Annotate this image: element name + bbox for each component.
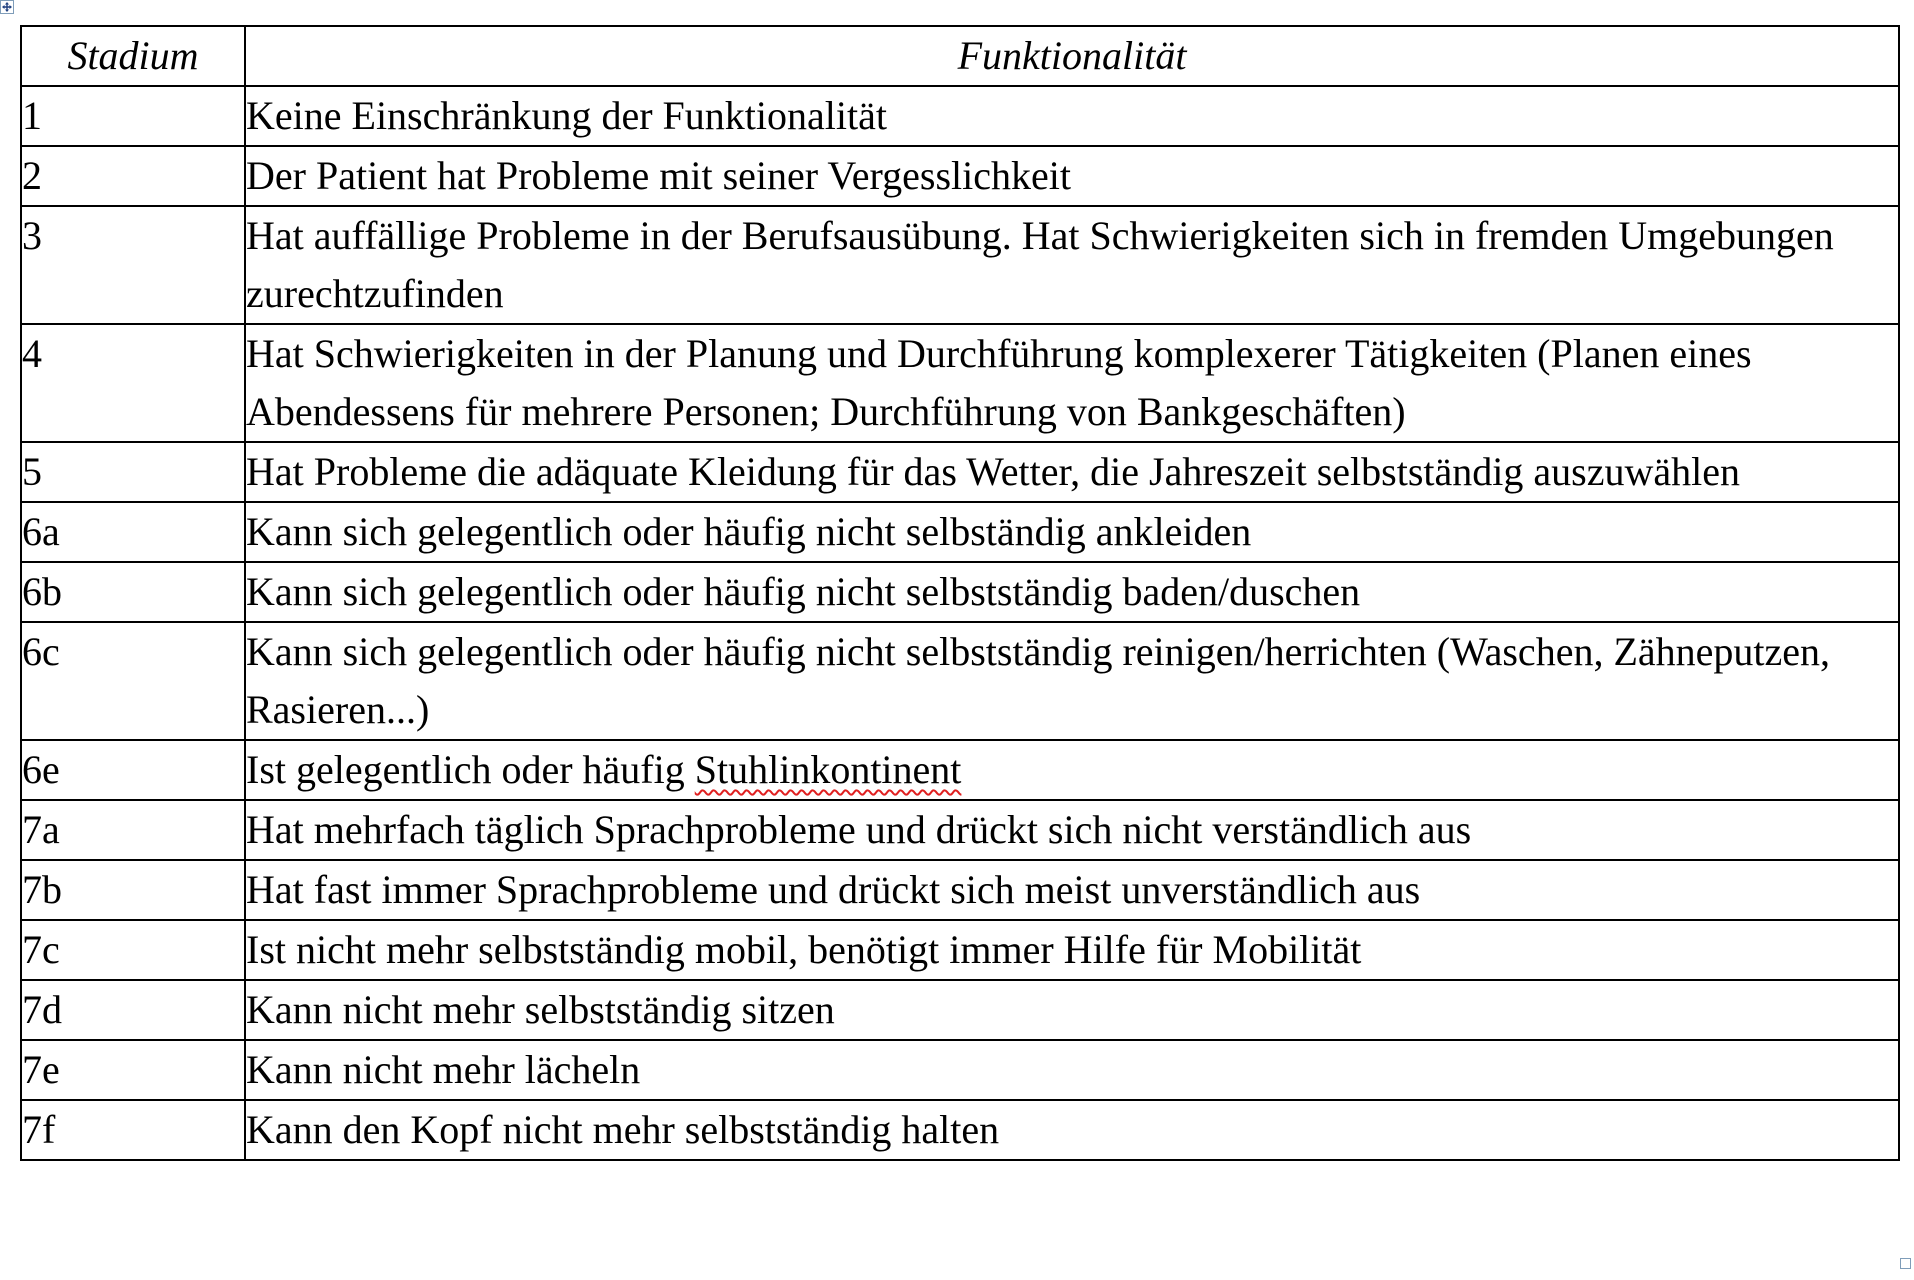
function-cell: Kann den Kopf nicht mehr selbstständig halten [245,1100,1899,1160]
function-text: Ist gelegentlich oder häufig [246,747,695,792]
function-cell [245,740,1899,800]
function-cell: Hat fast immer Sprachprobleme und drückt sich meist unverständlich aus [245,860,1899,920]
table-move-handle[interactable] [0,0,14,14]
stage-cell: 7b [21,860,245,920]
function-cell: Kann sich gelegentlich oder häufig nicht selbstständig reinigen/herrichten (Waschen, Zähneputzen, Rasieren...) [245,622,1899,740]
function-cell: Kann sich gelegentlich oder häufig nicht selbständig ankleiden [245,502,1899,562]
stage-cell: 1 [21,86,245,146]
stage-cell: 4 [21,324,245,442]
function-cell: Kann sich gelegentlich oder häufig nicht selbstständig baden/duschen [245,562,1899,622]
header-stage: Stadium [21,26,245,86]
table-row [21,622,1899,740]
stage-cell: 5 [21,442,245,502]
table-row [21,1100,1899,1160]
table-row [21,502,1899,562]
stage-cell: 6a [21,502,245,562]
stage-cell: 7e [21,1040,245,1100]
table-row [21,442,1899,502]
stage-cell: 7d [21,980,245,1040]
stage-cell: 6e [21,740,245,800]
stage-cell: 7f [21,1100,245,1160]
stages-table [20,25,1900,1161]
table-row [21,324,1899,442]
function-cell: Der Patient hat Probleme mit seiner Vergesslichkeit [245,146,1899,206]
function-cell: Hat auffällige Probleme in der Berufsausübung. Hat Schwierigkeiten sich in fremden Umgebungen zurechtzufinden [245,206,1899,324]
table-row [21,740,1899,800]
spellcheck-flagged-word[interactable]: Stuhlinkontinent [694,747,962,792]
table-row [21,1040,1899,1100]
table-row [21,146,1899,206]
function-cell: Keine Einschränkung der Funktionalität [245,86,1899,146]
function-cell: Kann nicht mehr lächeln [245,1040,1899,1100]
stage-cell: 7a [21,800,245,860]
table-resize-handle[interactable] [1900,1258,1911,1269]
table-row [21,980,1899,1040]
function-cell: Kann nicht mehr selbstständig sitzen [245,980,1899,1040]
table-row [21,562,1899,622]
stage-cell: 7c [21,920,245,980]
stage-cell: 2 [21,146,245,206]
table-row [21,86,1899,146]
stage-cell: 6c [21,622,245,740]
header-row [21,26,1899,86]
function-cell: Hat mehrfach täglich Sprachprobleme und drückt sich nicht verständlich aus [245,800,1899,860]
move-arrows-icon [2,2,12,12]
stage-cell: 3 [21,206,245,324]
table-row [21,206,1899,324]
header-function: Funktionalität [245,26,1899,86]
function-cell: Hat Probleme die adäquate Kleidung für das Wetter, die Jahreszeit selbstständig auszuwählen [245,442,1899,502]
table-row [21,860,1899,920]
stage-cell: 6b [21,562,245,622]
function-cell: Hat Schwierigkeiten in der Planung und Durchführung komplexerer Tätigkeiten (Planen eines Abendessens für mehrere Personen; Durchführung von Bankgeschäften) [245,324,1899,442]
table-row [21,920,1899,980]
function-cell: Ist nicht mehr selbstständig mobil, benötigt immer Hilfe für Mobilität [245,920,1899,980]
table-row [21,800,1899,860]
